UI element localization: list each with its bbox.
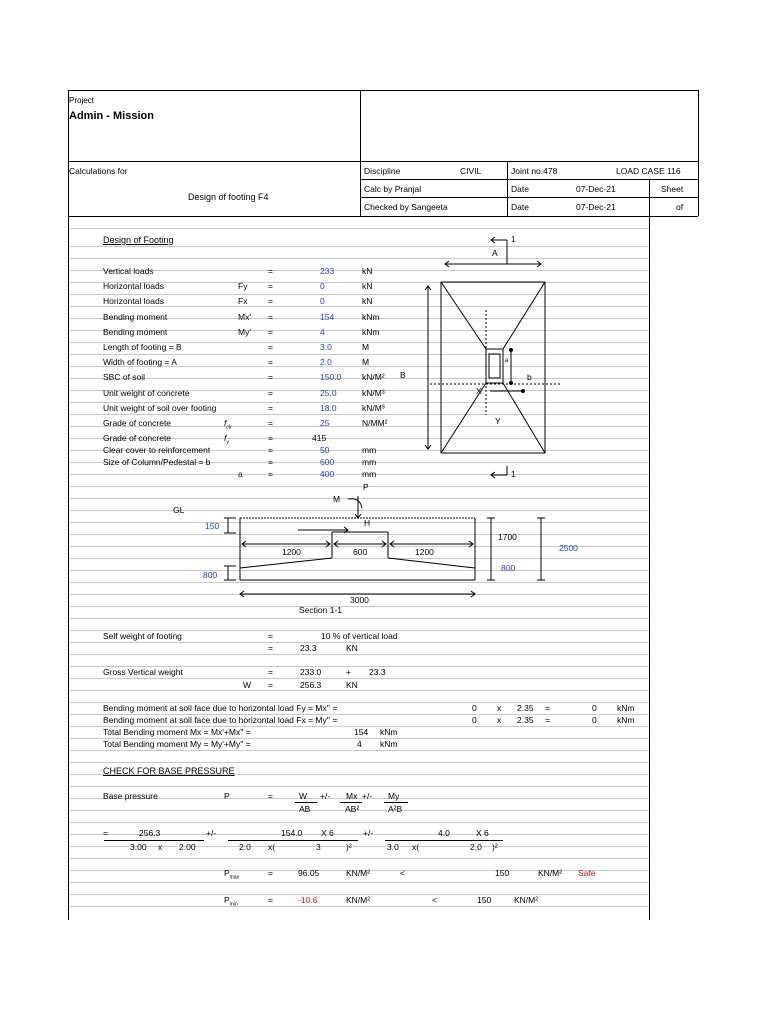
moment-eq: =	[545, 703, 550, 713]
moment-r: 0	[592, 703, 597, 713]
moment-x: x	[497, 703, 502, 713]
plan-label-B: B	[400, 370, 406, 380]
gross-total: 256.3	[300, 680, 322, 690]
input-eq: =	[268, 372, 273, 382]
sec-slope-left	[240, 558, 332, 568]
pmin-eq: =	[268, 895, 273, 905]
input-eq: =	[268, 445, 273, 455]
eq-n3: 4.0	[438, 828, 450, 838]
input-value: 25	[320, 418, 330, 428]
eq-n2: 154.0	[281, 828, 303, 838]
eq-d6: 2.0	[470, 842, 482, 852]
plan-label-Y: Y	[495, 416, 501, 426]
input-value: 154	[320, 312, 335, 322]
input-eq: =	[268, 312, 273, 322]
sec-moment-arc	[348, 499, 362, 508]
input-eq: =	[268, 469, 273, 479]
plan-column-inner	[489, 354, 500, 378]
gross-W: W	[243, 680, 252, 690]
base-AB: AB	[299, 804, 311, 814]
plan-diag-1	[441, 282, 486, 349]
pmin-unit: KN/M²	[346, 895, 371, 905]
discipline-label: Discipline	[364, 166, 401, 176]
section-mark-top-label: 1	[511, 234, 516, 244]
sec-label-1700: 1700	[498, 532, 517, 542]
input-unit: kN/M²	[362, 372, 385, 382]
input-symbol: a	[238, 469, 243, 479]
input-eq: =	[268, 433, 273, 443]
frac-bar-3	[384, 802, 408, 803]
eq-line-eq: =	[103, 828, 108, 838]
input-label: Horizontal loads	[103, 281, 164, 291]
input-symbol: Mx'	[238, 312, 251, 322]
pmax-label	[224, 868, 239, 881]
eq-xd: x	[158, 842, 163, 852]
total-moment-unit: kNm	[380, 727, 398, 737]
input-eq: =	[268, 342, 273, 352]
sec-label-1200-left: 1200	[282, 547, 301, 557]
input-label: Unit weight of concrete	[103, 388, 190, 398]
selfweight-value: 23.3	[300, 643, 317, 653]
input-value: 4	[320, 327, 325, 337]
pmin-sbc: 150	[477, 895, 492, 905]
pmin-lt: <	[432, 895, 437, 905]
input-symbol: $f_y$	[224, 433, 229, 446]
gross-label: Gross Vertical weight	[103, 667, 183, 677]
eq-pm3: +/-	[206, 828, 217, 838]
sec-label-M: M	[333, 494, 341, 504]
eq-d5: 3.0	[387, 842, 399, 852]
plan-label-a: a	[505, 358, 509, 364]
input-value: 0	[320, 296, 325, 306]
eq-d3: 2.0	[239, 842, 251, 852]
plan-dim-b-dot	[522, 390, 525, 393]
sec-label-P: P	[363, 482, 369, 492]
total-moment-unit: kNm	[380, 739, 398, 749]
total-moment-value: 154	[354, 727, 369, 737]
input-label: Clear cover to reinforcement	[103, 445, 211, 455]
base-P: P	[224, 791, 230, 801]
input-eq: =	[268, 296, 273, 306]
moment-b: 2.35	[517, 715, 534, 725]
selfweight-eq2: =	[268, 643, 273, 653]
input-unit: kN	[362, 281, 373, 291]
input-unit: kN/M³	[362, 388, 385, 398]
section-mark-bottom-label: 1	[511, 469, 516, 479]
input-value: 415	[312, 433, 327, 443]
input-eq: =	[268, 388, 273, 398]
base-eq: =	[268, 791, 273, 801]
gross-plus: +	[346, 667, 351, 677]
input-symbol-sub: y	[226, 439, 229, 446]
sec-slope-right	[388, 558, 475, 568]
moment-x: x	[497, 715, 502, 725]
total-moment-value: 4	[357, 739, 362, 749]
pmax-sbc-unit: KN/M²	[538, 868, 563, 878]
frac-bar-6	[385, 840, 503, 841]
eq-d1: 3.00	[130, 842, 147, 852]
moment-b: 2.35	[517, 703, 534, 713]
input-label: SBC of soil	[103, 372, 146, 382]
input-label: Length of footing = B	[103, 342, 182, 352]
input-symbol: My'	[238, 327, 251, 337]
input-value: 50	[320, 445, 330, 455]
plan-label-A: A	[492, 248, 498, 258]
plan-label-X: X	[476, 386, 482, 396]
input-eq: =	[268, 357, 273, 367]
input-unit: M	[362, 357, 370, 367]
selfweight-unit: KN	[346, 643, 358, 653]
base-AB2: AB²	[345, 804, 360, 814]
gross-eq: =	[268, 667, 273, 677]
input-unit: kN	[362, 296, 373, 306]
moment-a: 0	[472, 715, 477, 725]
total-moment-label: Total Bending moment My = My'+My'' =	[103, 739, 251, 749]
date-value-2: 07-Dec-21	[576, 202, 616, 212]
input-value: 18.0	[320, 403, 337, 413]
pmax-sbc: 150	[495, 868, 510, 878]
moment-r: 0	[592, 715, 597, 725]
base-My: My	[388, 791, 400, 801]
joint-no: Joint no.478	[511, 166, 558, 176]
input-eq: =	[268, 457, 273, 467]
eq-sq1: )²	[346, 842, 352, 852]
frac-bar-5	[228, 840, 358, 841]
input-eq: =	[268, 266, 273, 276]
input-symbol-sub: ck	[226, 424, 232, 431]
pmin-label	[224, 895, 238, 908]
input-unit: kN	[362, 266, 373, 276]
input-unit: N/MM²	[362, 418, 388, 428]
eq-sq2: )²	[492, 842, 498, 852]
sec-caption: Section 1-1	[299, 605, 342, 615]
sec-label-150: 150	[205, 521, 220, 531]
input-value: 400	[320, 469, 335, 479]
input-eq: =	[268, 327, 273, 337]
gross-eq2: =	[268, 680, 273, 690]
date-value-1: 07-Dec-21	[576, 184, 616, 194]
eq-pm4: +/-	[363, 828, 374, 838]
date-label-1: Date	[511, 184, 529, 194]
selfweight-label: Self weight of footing	[103, 631, 182, 641]
eq-x6b: X 6	[476, 828, 489, 838]
discipline-value: CIVIL	[460, 166, 482, 176]
input-label: Bending moment	[103, 312, 168, 322]
input-label: Bending moment	[103, 327, 168, 337]
base-Mx: Mx	[346, 791, 358, 801]
gross-unit: KN	[346, 680, 358, 690]
sec-label-800-right: 800	[501, 563, 516, 573]
input-unit: mm	[362, 469, 377, 479]
pmin-sub: min	[229, 901, 238, 908]
eq-x6a: X 6	[321, 828, 334, 838]
pmax-eq: =	[268, 868, 273, 878]
input-value: 3.0	[320, 342, 332, 352]
base-W: W	[299, 791, 308, 801]
pmax-P: P	[224, 868, 230, 878]
eq-n1: 256.3	[139, 828, 161, 838]
plan-dim-a-dot-1	[510, 349, 513, 352]
eq-xo: x(	[268, 842, 276, 852]
total-moment-label: Total Bending moment Mx = Mx'+Mx'' =	[103, 727, 251, 737]
sheet-label: Sheet	[661, 184, 684, 194]
input-value: 25.0	[320, 388, 337, 398]
check-title: CHECK FOR BASE PRESSURE	[103, 766, 235, 776]
input-symbol: Fx	[238, 296, 248, 306]
pmax-unit: KN/M²	[346, 868, 371, 878]
sec-label-2500: 2500	[559, 543, 578, 553]
plan-label-b: b	[527, 372, 532, 382]
base-pm2: +/-	[362, 791, 373, 801]
input-label: Horizontal loads	[103, 296, 164, 306]
moment-unit: kNm	[617, 703, 635, 713]
pmin-value: -10.6	[298, 895, 318, 905]
frac-bar-1	[295, 802, 317, 803]
pmin-P: P	[224, 895, 230, 905]
date-label-2: Date	[511, 202, 529, 212]
base-pressure-label: Base pressure	[103, 791, 158, 801]
sec-label-800-left: 800	[203, 570, 218, 580]
plan-diag-4	[503, 383, 545, 453]
frac-bar-2	[340, 802, 362, 803]
load-case: LOAD CASE 116	[616, 166, 681, 176]
input-unit: M	[362, 342, 370, 352]
of-label: of	[676, 202, 684, 212]
input-symbol: Fy	[238, 281, 248, 291]
input-symbol: $f_{ck}$	[224, 418, 232, 431]
input-value: 0	[320, 281, 325, 291]
plan-dim-a-dot-2	[510, 382, 513, 385]
eq-d4: 3	[316, 842, 321, 852]
moment-unit: kNm	[617, 715, 635, 725]
frac-bar-4	[104, 840, 204, 841]
input-unit: mm	[362, 457, 377, 467]
selfweight-eq: =	[268, 631, 273, 641]
input-value: 233	[320, 266, 335, 276]
input-value: 2.0	[320, 357, 332, 367]
gross-v1: 233.0	[300, 667, 322, 677]
input-label: Width of footing = A	[103, 357, 177, 367]
input-value: 600	[320, 457, 335, 467]
eq-xo2: x(	[412, 842, 420, 852]
base-A2B: A²B	[388, 804, 403, 814]
sec-label-1200-right: 1200	[415, 547, 434, 557]
checked-by: Checked by Sangeeta	[364, 202, 448, 212]
input-label: Unit weight of soil over footing	[103, 403, 217, 413]
project-label: Project	[69, 96, 94, 105]
input-eq: =	[268, 281, 273, 291]
safe-status: Safe	[578, 868, 596, 878]
pmax-value: 96.05	[298, 868, 320, 878]
input-value: 150.0	[320, 372, 342, 382]
eq-d2: 2.00	[179, 842, 196, 852]
input-label: Size of Column/Pedestal = b	[103, 457, 211, 467]
section-title: Design of Footing	[103, 235, 174, 245]
base-pm1: +/-	[320, 791, 331, 801]
calc-by: Calc by Pranjal	[364, 184, 422, 194]
selfweight-text: 10 % of vertical load	[321, 631, 398, 641]
input-label: Grade of concrete	[103, 433, 172, 443]
input-eq: =	[268, 418, 273, 428]
plan-diag-2	[503, 282, 545, 349]
moment-a: 0	[472, 703, 477, 713]
input-eq: =	[268, 403, 273, 413]
sec-label-GL: GL	[173, 505, 185, 515]
input-label: Vertical loads	[103, 266, 154, 276]
sec-label-600: 600	[353, 547, 368, 557]
input-unit: mm	[362, 445, 377, 455]
project-name: Admin - Mission	[69, 110, 154, 122]
input-unit: kN/M³	[362, 403, 385, 413]
input-unit: kNm	[362, 312, 380, 322]
moment-label: Bending moment at soil face due to horizontal load Fx = My'' =	[103, 715, 338, 725]
input-unit: kNm	[362, 327, 380, 337]
moment-label: Bending moment at soil face due to horizontal load Fy = Mx'' =	[103, 703, 338, 713]
pmax-lt: <	[400, 868, 405, 878]
pmax-sub: max	[229, 874, 240, 881]
calc-for-label: Calculations for	[69, 166, 128, 176]
calc-title: Design of footing F4	[188, 192, 269, 202]
input-label: Grade of concrete	[103, 418, 172, 428]
gross-v2: 23.3	[369, 667, 386, 677]
moment-eq: =	[545, 715, 550, 725]
pmin-sbc-unit: KN/M²	[514, 895, 539, 905]
sec-label-H: H	[364, 518, 371, 528]
sec-label-3000: 3000	[350, 595, 369, 605]
